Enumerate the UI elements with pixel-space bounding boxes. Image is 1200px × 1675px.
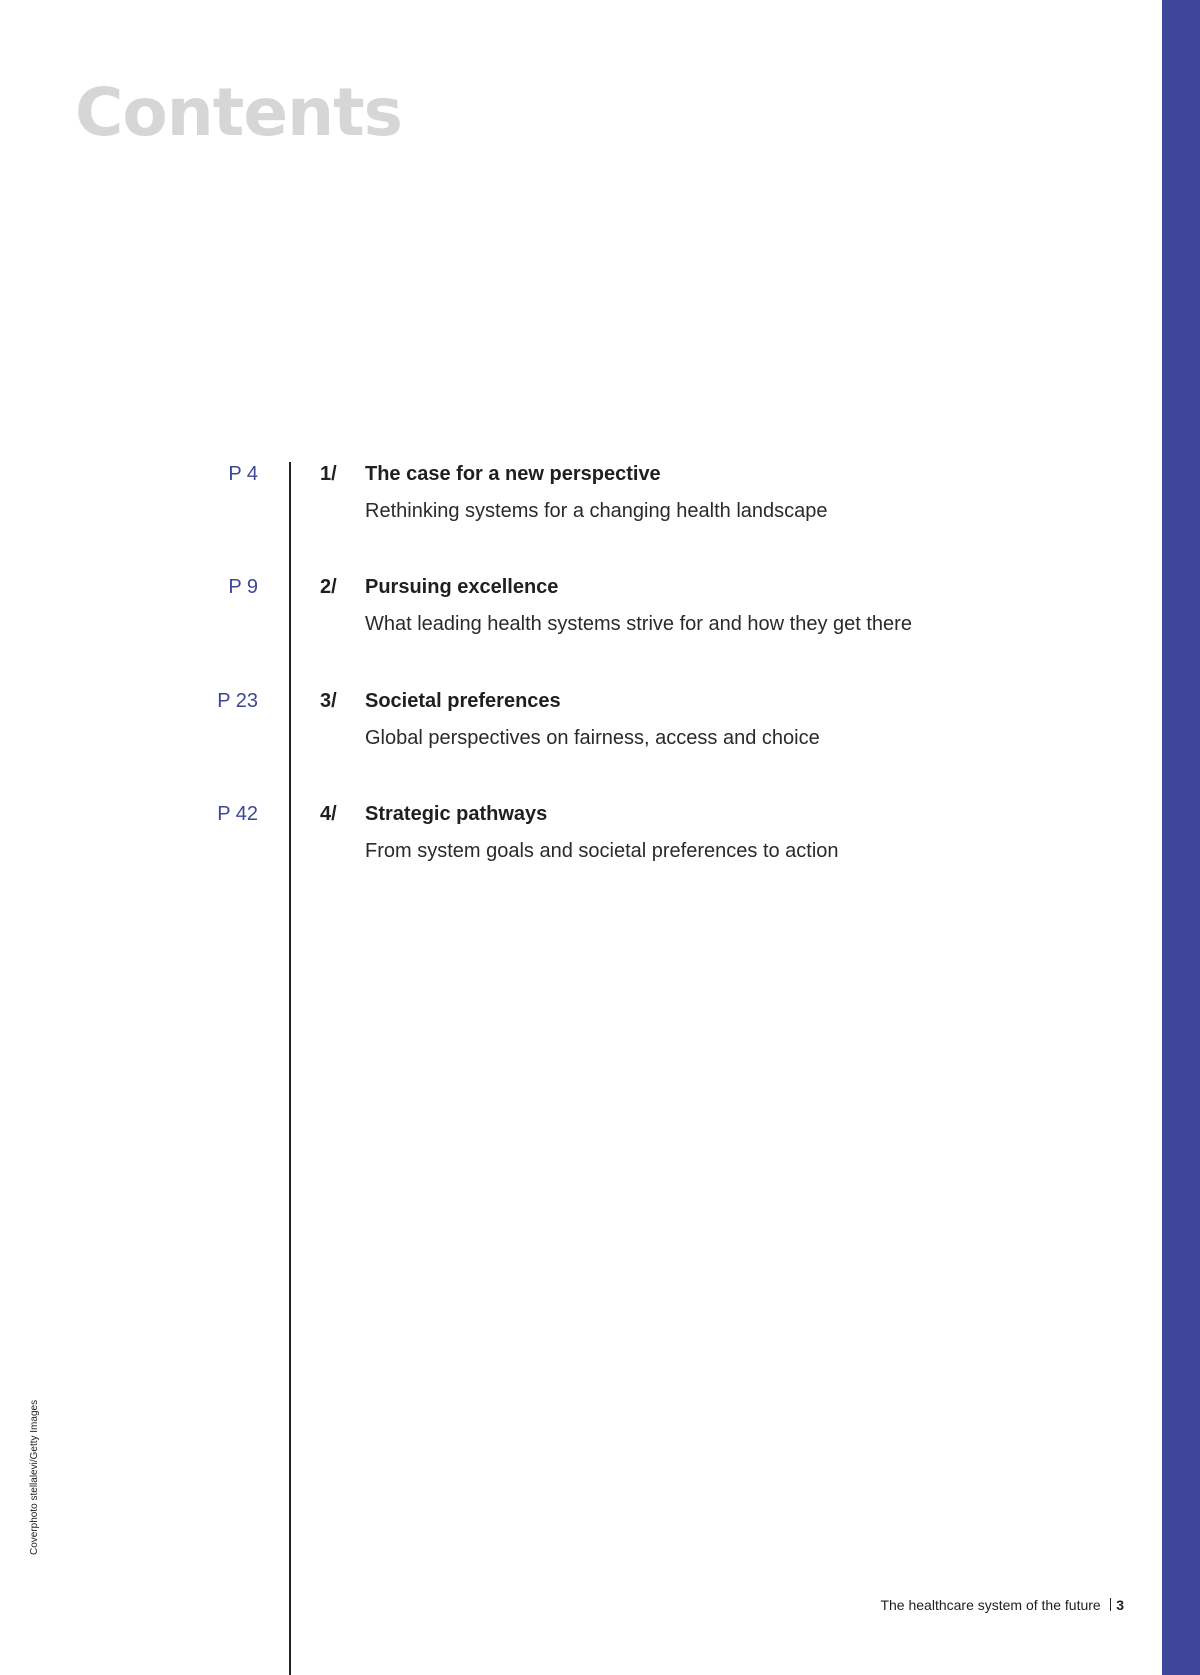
page-footer: [880, 1597, 1124, 1613]
side-color-band: [1162, 0, 1200, 1675]
toc-section-subtitle: Rethinking systems for a changing health landscape: [365, 500, 828, 522]
toc-section-title: The case for a new perspective: [365, 463, 661, 485]
toc-section-number: 4/: [320, 803, 337, 825]
toc-section-subtitle: Global perspectives on fairness, access and choice: [365, 727, 820, 749]
footer-publication-title: The healthcare system of the future: [880, 1597, 1101, 1613]
footer-separator: [1110, 1598, 1112, 1611]
page-title: Contents: [75, 74, 402, 151]
footer-page-number: 3: [1116, 1597, 1124, 1613]
toc-entry-4[interactable]: [0, 803, 1150, 893]
toc-page-ref: P 42: [217, 803, 258, 825]
toc-section-subtitle: From system goals and societal preferences to action: [365, 840, 839, 862]
toc-entry-2[interactable]: [0, 576, 1150, 666]
toc-section-title: Strategic pathways: [365, 803, 548, 825]
toc-page-ref: P 23: [217, 690, 258, 712]
toc-page-ref: P 9: [228, 576, 258, 598]
toc-section-title: Societal preferences: [365, 690, 561, 712]
toc-section-number: 1/: [320, 463, 337, 485]
toc-section-number: 3/: [320, 690, 337, 712]
toc-section-subtitle: What leading health systems strive for and how they get there: [365, 613, 912, 635]
toc-entry-1[interactable]: [0, 463, 1150, 553]
toc-entry-3[interactable]: [0, 690, 1150, 780]
photo-credit: Coverphoto stellalevi/Getty Images: [29, 1399, 40, 1555]
toc-section-number: 2/: [320, 576, 337, 598]
toc-page-ref: P 4: [228, 463, 258, 485]
toc-section-title: Pursuing excellence: [365, 576, 559, 598]
